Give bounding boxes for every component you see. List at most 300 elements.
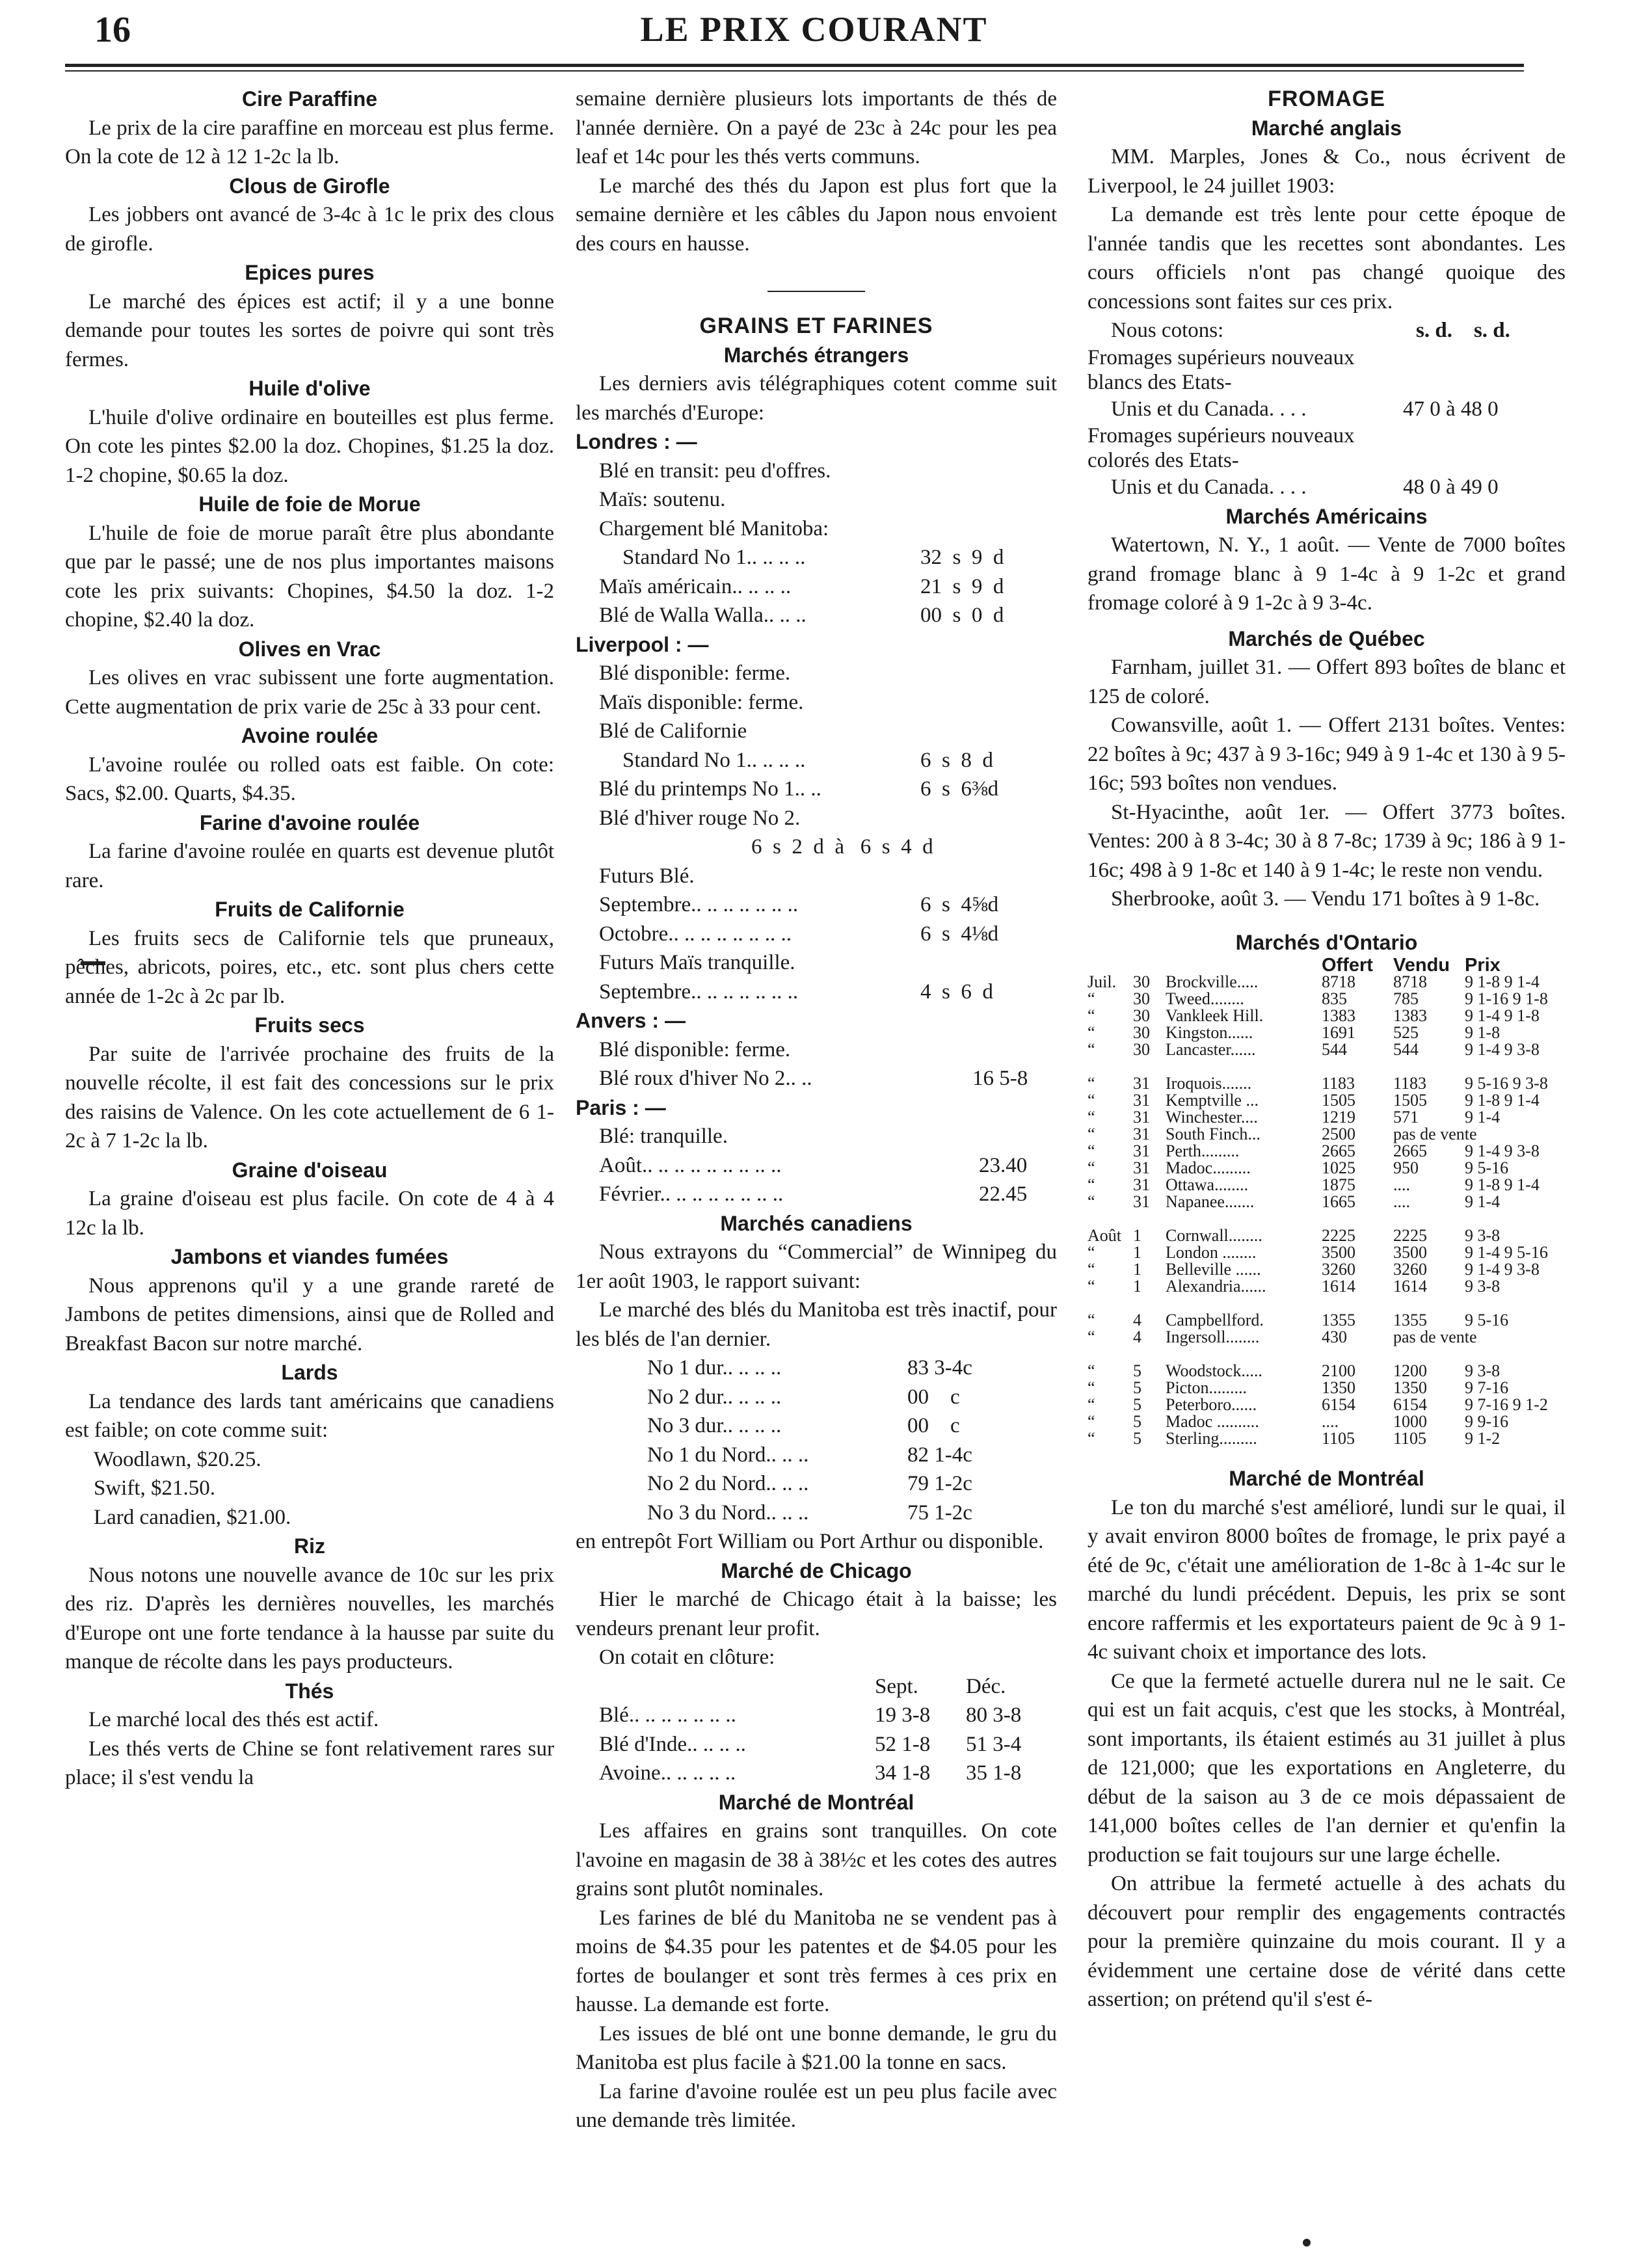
paragraph: Nous extrayons du “Commercial” de Winnipeg du 1er août 1903, le rapport suivant: [576,1240,1057,1293]
table-cell-p: 9 1-8 9 1-4 [1465,972,1540,991]
paragraph: Nous apprenons qu'il y a une grande rareté de Jambons de petites dimensions, ainsi que de Rolled and Breakfast Bacon sur notre marché. [65,1274,554,1355]
table-cell-v: 3260 [1393,1260,1427,1279]
table-cell-d: 1 [1133,1243,1141,1262]
table-spacer [1088,1058,1566,1075]
table-cell-o: 835 [1322,989,1347,1008]
table-cell-o: 430 [1322,1327,1347,1346]
section-heading: Marchés canadiens [720,1211,913,1235]
table-row [1088,1007,1566,1024]
unit-header: s. d. s. d. [1416,319,1510,342]
price-line: Woodlawn, $20.25. [94,1447,261,1471]
table-cell-o: 3260 [1322,1260,1355,1279]
table-cell-v: 2225 [1393,1226,1427,1245]
table-cell-v: 6154 [1393,1395,1427,1414]
table-cell-d: 5 [1133,1361,1141,1380]
quote-line: Futurs Maïs tranquille. [599,951,795,974]
table-cell-m: “ [1088,989,1095,1008]
table-cell-m: “ [1088,1311,1095,1329]
table-cell-d: 4 [1133,1311,1141,1329]
table-spacer [1088,1210,1566,1227]
table-cell-n: Winchester.... [1166,1108,1258,1127]
table-cell-n: Woodstock..... [1166,1361,1262,1380]
section-heading: Marchés de Québec [1228,626,1425,650]
section-heading: Lards [281,1361,338,1384]
table-cell-m: “ [1088,1260,1095,1279]
table-cell-o: 1105 [1322,1429,1355,1448]
quote-row [576,1064,1057,1093]
section-heading: Fruits de Californie [215,898,405,921]
quote-label: No 1 du Nord.. .. .. [647,1443,809,1467]
quote-label: Unis et du Canada. . . . [1111,475,1307,499]
section-heading: Marchés Américains [1225,504,1428,528]
paragraph: Les olives en vrac subissent une forte augmentation. Cette augmentation de prix varie de 25c à 33 pour cent. [65,666,554,719]
quote-row [576,1469,1057,1499]
quote-label: Maïs américain.. .. .. .. [599,574,792,598]
table-cell-m: “ [1088,1125,1095,1143]
table-row [1088,1244,1566,1261]
table-cell-v: 3500 [1393,1243,1427,1262]
quote-value: 6 s 6⅜d [920,777,999,801]
table-cell-n: Madoc .......... [1166,1412,1259,1431]
quote-row [576,890,1057,920]
table-cell-m: “ [1088,1141,1095,1160]
table-cell-v: 950 [1393,1158,1419,1177]
table-cell-m: “ [1088,1378,1095,1397]
paragraph: L'huile de foie de morue paraît être plus abondante que par le passé; une de nos plus importantes maisons cote les prix suivants: Chopines, $4.50 la doz. 1-2 chopine, $2.40 la doz. [65,521,554,632]
table-cell-d: 30 [1133,1023,1150,1042]
table-cell-p: 9 1-16 9 1-8 [1465,989,1548,1008]
quote-row [576,1411,1057,1441]
table-cell-d: 31 [1133,1108,1150,1127]
section-heading: Epices pures [245,261,375,284]
table-cell-v: 1383 [1393,1006,1427,1025]
table-cell-v: 8718 [1393,972,1427,991]
table-row [1088,1261,1566,1278]
table-cell-v: 2665 [1393,1141,1427,1160]
paragraph: Hier le marché de Chicago était à la baisse; les vendeurs prenant leur profit. [576,1588,1057,1640]
table-row [1088,1194,1566,1210]
section-heading: Marchés d'Ontario [1235,930,1418,954]
column-header: Déc. [966,1674,1006,1698]
table-row [1088,1109,1566,1126]
column-3 [1088,85,1566,2014]
column-header: Offert [1322,955,1373,976]
quote-row [1088,395,1566,424]
table-cell-o: 544 [1322,1040,1347,1059]
quote-value: 48 0 à 49 0 [1403,475,1499,499]
table-cell-p: 9 7-16 [1465,1378,1509,1397]
section-heading: Cire Paraffine [241,87,378,111]
price-line: Lard canadien, $21.00. [94,1505,291,1529]
table-cell-d: 5 [1133,1378,1141,1397]
table-cell-n: Campbellford. [1166,1311,1264,1329]
section-heading: Fruits secs [254,1013,365,1037]
table-cell-v: 785 [1393,989,1419,1008]
section-heading: Clous de Girofle [229,174,390,198]
paragraph: Le ton du marché s'est amélioré, lundi sur le quai, il y avait environ 8000 boîtes de fromage, le prix payé a été de 9c, c'était une amélioration de 1-8c à 1-4c sur le marché du lundi précédent. Depuis, les prix se sont encore raffermis et les exportateurs paient de 9c à 9 1-4c suivant choix et importance des lots. [1088,1495,1566,1664]
quote-label: No 3 dur.. .. .. .. [647,1414,782,1437]
table-cell-m: “ [1088,1040,1095,1059]
quote-label: No 2 du Nord.. .. .. [647,1472,809,1495]
quote-row [576,1383,1057,1412]
table-cell-n: Perth......... [1166,1141,1240,1160]
table-cell-n: Brockville..... [1166,972,1259,991]
quote-line: Chargement blé Manitoba: [599,516,829,540]
table-cell-n: Madoc......... [1166,1158,1251,1177]
table-row [1088,1278,1566,1295]
paragraph: MM. Marples, Jones & Co., nous écrivent de Liverpool, le 24 juillet 1903: [1088,145,1566,198]
quote-row [576,746,1057,775]
ontario-table-body [1088,974,1566,1447]
paragraph: La tendance des lards tant américains que canadiens est faible; on cote comme suit: [65,1389,554,1442]
table-cell-n: Vankleek Hill. [1166,1006,1264,1025]
table-cell-p: 9 1-4 9 1-8 [1465,1006,1540,1025]
paragraph: Sherbrooke, août 3. — Vendu 171 boîtes à 9 1-8c. [1111,887,1540,911]
paragraph: St-Hyacinthe, août 1er. — Offert 3773 boîtes. Ventes: 200 à 8 3-4c; 30 à 8 7-8c; 1739 à 9c; 186 à 9 1-16c; 498 à 9 1-8c et 140 à 9 1-4c; le reste non vendu. [1088,800,1566,882]
table-cell-p: 9 1-4 [1465,1108,1501,1127]
section-title: FROMAGE [1268,87,1385,111]
table-cell-p: 9 9-16 [1465,1412,1509,1431]
section-heading: Marché anglais [1251,116,1402,140]
table-cell-v: 1105 [1393,1429,1427,1448]
quote-row [1088,316,1566,345]
paragraph: La demande est très lente pour cette époque de l'année tandis que les recettes sont abondantes. Les cours officiels n'ont pas changé quoique des concessions sont faites sur ces prix. [1088,203,1566,314]
paragraph: semaine dernière plusieurs lots importants de thés de l'année dernière. On a payé de 23c à 24c pour les pea leaf et 14c pour les thés verts communs. [576,87,1057,168]
table-cell-m: “ [1088,1074,1095,1093]
table-row [1088,1413,1566,1430]
paragraph: La farine d'avoine roulée en quarts est devenue plutôt rare. [65,840,554,892]
table-cell-n: Lancaster...... [1166,1040,1256,1059]
cheese-label: Fromages supérieurs nouveaux colorés des Etats- [1088,424,1355,472]
table-cell-v: 1614 [1393,1277,1427,1296]
quote-value: 35 1-8 [966,1761,1022,1785]
quote-row [576,543,1057,572]
table-cell-m: “ [1088,1412,1095,1431]
table-cell-p: 9 3-8 [1465,1277,1501,1296]
table-row [1088,1312,1566,1329]
table-cell-n: Sterling......... [1166,1429,1257,1448]
table-cell-d: 31 [1133,1192,1150,1211]
quote-row [576,978,1057,1007]
section-heading: Huile d'olive [248,377,371,400]
quote-value: 00 s 0 d [920,604,1004,627]
table-cell-p: 9 5-16 [1465,1158,1509,1177]
table-cell-o: 1505 [1322,1091,1355,1110]
paragraph: Nous notons une nouvelle avance de 10c sur les prix des riz. D'après les dernières nouvelles, les marchés d'Europe ont une forte tendance à la hausse par suite du manque de récolte dans les pays producteurs. [65,1563,554,1674]
table-spacer [1088,1346,1566,1363]
quote-label: Standard No 1.. .. .. .. [622,748,806,772]
table-cell-p: 9 1-8 9 1-4 [1465,1091,1540,1110]
column-header: Prix [1465,955,1501,976]
quote-label: Blé d'Inde.. .. .. .. [599,1732,746,1756]
table-cell-v: .... [1393,1175,1410,1194]
quote-value: 32 s 9 d [920,546,1004,569]
paragraph: Ce que la fermeté actuelle durera nul ne le sait. Ce qui est un fait acquis, c'est que les stocks, à Montréal, sont importants, ils étaient estimés au 31 juillet à plus de 121,000; que les exportations en Angleterre, du début de la saison au 3 de ce mois dépassaient de 141,000 boîtes celles de l'an dernier et qu'enfin la production se fait toujours sur une large échelle. [1088,1669,1566,1867]
paragraph: L'avoine roulée ou rolled oats est faible. On cote: Sacs, $2.00. Quarts, $4.35. [65,753,554,805]
table-cell-o: 1219 [1322,1108,1355,1127]
table-cell-m: “ [1088,1023,1095,1042]
quote-row [576,775,1057,804]
table-cell-n: Napanee....... [1166,1192,1255,1211]
table-cell-o: 2225 [1322,1226,1355,1245]
quote-value: 4 s 6 d [920,980,993,1004]
quote-line: Blé en transit: peu d'offres. [599,459,831,483]
table-row [1088,1143,1566,1160]
quote-row [576,1701,1057,1730]
table-cell-m: Juil. [1088,972,1117,991]
quote-row [576,1151,1057,1181]
quote-row [576,1759,1057,1788]
section-heading: Riz [294,1534,325,1558]
table-cell-n: Belleville ...... [1166,1260,1261,1279]
table-row [1088,991,1566,1007]
table-cell-o: 8718 [1322,972,1355,991]
table-row [1088,1363,1566,1380]
section-heading: Jambons et viandes fumées [170,1245,449,1268]
paragraph: Les fruits secs de Californie tels que pruneaux, pêches, abricots, poires, etc., etc. sont plus chers cette année de 1-2c à 2c par lb. [65,926,554,1008]
table-cell-v: pas de vente [1393,1125,1477,1143]
quote-label: Nous cotons: [1111,319,1224,342]
table-cell-d: 31 [1133,1175,1150,1194]
table-cell-m: “ [1088,1361,1095,1380]
paragraph: Le prix de la cire paraffine en morceau est plus ferme. On la cote de 12 à 12 1-2c la lb. [65,116,554,168]
paragraph: L'huile d'olive ordinaire en bouteilles est plus ferme. On cote les pintes $2.00 la doz. Chopines, $1.25 la doz. 1-2 chopine, $0.65 la doz. [65,405,554,487]
table-cell-m: “ [1088,1192,1095,1211]
ontario-markets-table [1088,957,1566,1447]
table-cell-m: “ [1088,1243,1095,1262]
section-heading: Graine d'oiseau [232,1158,388,1182]
table-cell-v: 571 [1393,1108,1419,1127]
paragraph: Les farines de blé du Manitoba ne se vendent pas à moins de $4.35 pour les patentes et de $4.05 pour les fortes de boulanger et sont très fermes à ces prix en hausse. La demande est forte. [576,1906,1057,2016]
paragraph: Le marché local des thés est actif. [88,1708,379,1731]
quote-value: 23.40 [979,1153,1028,1177]
quote-label: Août.. .. .. .. .. .. .. .. .. [599,1153,782,1177]
quote-value: 47 0 à 48 0 [1403,397,1499,421]
table-cell-p: 9 7-16 9 1-2 [1465,1395,1548,1414]
table-cell-o: 1665 [1322,1192,1355,1211]
quote-line: Maïs: soutenu. [599,488,726,511]
quote-row [1088,473,1566,502]
section-title: GRAINS ET FARINES [699,314,933,338]
quote-row [576,1499,1057,1528]
column-2 [576,85,1057,2135]
paragraph: Les derniers avis télégraphiques cotent comme suit les marchés d'Europe: [576,372,1057,425]
quote-line: Blé d'hiver rouge No 2. [599,806,801,830]
table-cell-o: 1350 [1322,1378,1355,1397]
table-cell-p: 9 3-8 [1465,1361,1501,1380]
quote-row [576,601,1057,630]
quote-label: Blé.. .. .. .. .. .. .. [599,1703,736,1727]
table-cell-d: 31 [1133,1091,1150,1110]
header-rule-thin [65,70,1524,72]
section-heading: Marché de Montréal [718,1790,914,1814]
table-cell-v: 1200 [1393,1361,1427,1380]
table-cell-d: 30 [1133,989,1150,1008]
quote-label: No 2 dur.. .. .. .. [647,1385,782,1409]
section-heading: Farine d'avoine roulée [199,810,420,834]
table-cell-d: 1 [1133,1260,1141,1279]
table-cell-m: “ [1088,1429,1095,1448]
table-cell-v: 544 [1393,1040,1419,1059]
table-cell-n: Ingersoll........ [1166,1327,1260,1346]
table-cell-p: 9 1-8 9 1-4 [1465,1175,1540,1194]
paragraph: On attribue la fermeté actuelle à des achats du découvert pour remplir des engagements contractés pour la première quinzaine du mois courant. Il y a évidemment une certaine dose de vérité dans cette assertion; on prétend qu'il s'est é- [1088,1872,1566,2011]
table-cell-v: 1183 [1393,1074,1427,1093]
quote-value: 51 3-4 [966,1732,1022,1756]
table-cell-m: “ [1088,1327,1095,1346]
table-cell-v: 525 [1393,1023,1419,1042]
paragraph: Par suite de l'arrivée prochaine des fruits de la nouvelle récolte, il est fait des concessions sur le prix des raisins de Valence. On les cote actuellement de 6 1-2c à 7 1-2c la lb. [65,1042,554,1153]
quote-value: 6 s 4⅛d [920,922,999,946]
quote-row [576,920,1057,949]
table-cell-o: 1691 [1322,1023,1355,1042]
paragraph: Les issues de blé ont une bonne demande, le gru du Manitoba est plus facile à $21.00 la tonne en sacs. [576,2021,1057,2074]
paragraph: Farnham, juillet 31. — Offert 893 boîtes de blanc et 125 de coloré. [1088,656,1566,708]
table-cell-d: 31 [1133,1125,1150,1143]
table-cell-d: 31 [1133,1158,1150,1177]
quote-label: Unis et du Canada. . . . [1111,397,1307,421]
table-cell-o: 1025 [1322,1158,1355,1177]
quote-label: Septembre.. .. .. .. .. .. .. [599,980,799,1004]
table-cell-v: pas de vente [1393,1327,1477,1346]
table-row [1088,1160,1566,1177]
quote-row [576,1730,1057,1759]
header-rule [65,64,1524,67]
quote-label: Février.. .. .. .. .. .. .. .. [599,1182,784,1206]
quote-line: Blé disponible: ferme. [599,1037,791,1061]
table-cell-p: 9 1-8 [1465,1023,1501,1042]
table-cell-d: 5 [1133,1412,1141,1431]
table-cell-m: “ [1088,1395,1095,1414]
paragraph: Les affaires en grains sont tranquilles. On cote l'avoine en magasin de 38 à 38½c et les cotes des autres grains sont plutôt nominales. [576,1819,1057,1901]
price-line: Swift, $21.50. [94,1476,216,1500]
table-cell-m: Août [1088,1226,1121,1245]
paragraph: en entrepôt Fort William ou Port Arthur ou disponible. [576,1530,1044,1553]
quote-row [576,572,1057,602]
table-cell-p: 9 1-4 9 5-16 [1465,1243,1548,1262]
section-heading: Marché de Chicago [721,1558,912,1582]
market-heading: Liverpool : — [576,632,709,656]
page-number: 16 [94,10,131,50]
table-cell-p: 9 3-8 [1465,1226,1501,1245]
quote-label: Blé roux d'hiver No 2.. .. [599,1067,812,1090]
market-heading: Londres : — [576,430,697,453]
section-heading: Huile de foie de Morue [198,492,421,516]
table-cell-o: 2500 [1322,1125,1355,1143]
quote-value: 00 c [907,1385,960,1409]
table-cell-d: 1 [1133,1226,1141,1245]
quote-value: 19 3-8 [875,1703,931,1727]
quote-value: 79 1-2c [907,1472,972,1495]
table-cell-o: 1383 [1322,1006,1355,1025]
table-cell-d: 5 [1133,1395,1141,1414]
quote-row [576,1180,1057,1209]
table-cell-d: 31 [1133,1074,1150,1093]
table-cell-o: .... [1322,1412,1339,1431]
table-cell-m: “ [1088,1158,1095,1177]
paragraph: La farine d'avoine roulée est un peu plus facile avec une demande très limitée. [576,2079,1057,2132]
quote-line: Blé de Californie [599,719,747,743]
quote-value: 82 1-4c [907,1443,972,1467]
quote-value: 6 s 4⅝d [920,893,999,916]
market-heading: Paris : — [576,1095,666,1119]
quote-value: 22.45 [979,1182,1028,1206]
quote-value: 75 1-2c [907,1501,972,1525]
table-row [1088,974,1566,991]
quote-label: Blé de Walla Walla.. .. .. [599,604,807,627]
table-cell-o: 2100 [1322,1361,1355,1380]
cheese-label: Fromages supérieurs nouveaux blancs des Etats- [1088,345,1355,394]
table-cell-v: 1000 [1393,1412,1427,1431]
table-cell-d: 4 [1133,1327,1141,1346]
quote-value: 21 s 9 d [920,574,1004,598]
table-cell-p: 9 1-4 9 3-8 [1465,1141,1540,1160]
paragraph: Les jobbers ont avancé de 3-4c à 1c le prix des clous de girofle. [65,203,554,256]
table-cell-n: Kemptville ... [1166,1091,1259,1110]
table-cell-m: “ [1088,1091,1095,1110]
quote-line: Blé disponible: ferme. [599,661,791,685]
quote-row [576,1441,1057,1470]
paragraph: Le marché des épices est actif; il y a une bonne demande pour toutes les sortes de poivre qui sont très fermes. [65,289,554,371]
table-row [1088,1329,1566,1346]
table-cell-v: 1350 [1393,1378,1427,1397]
quote-label: Septembre.. .. .. .. .. .. .. [599,893,799,916]
quote-row [576,1354,1057,1383]
quote-line: Futurs Blé. [599,864,695,888]
table-cell-m: “ [1088,1175,1095,1194]
quote-value: 83 3-4c [907,1356,972,1380]
section-heading: Avoine roulée [241,724,379,747]
table-cell-m: “ [1088,1006,1095,1025]
table-cell-o: 1355 [1322,1311,1355,1329]
quote-value: 52 1-8 [875,1732,931,1756]
table-cell-n: Picton......... [1166,1378,1247,1397]
table-spacer [1088,1295,1566,1312]
table-cell-p: 9 1-2 [1465,1429,1501,1448]
paragraph: Cowansville, août 1. — Offert 2131 boîtes. Ventes: 22 boîtes à 9c; 437 à 9 3-16c; 949 à 9 1-4c et 130 à 9 5-16c; 593 boîtes non vendues. [1088,714,1566,795]
paragraph: Le marché des blés du Manitoba est très inactif, pour les blés de l'an dernier. [576,1298,1057,1351]
column-1 [65,85,554,1793]
table-cell-n: Alexandria...... [1166,1277,1266,1296]
quote-label: Avoine.. .. .. .. .. [599,1761,736,1785]
table-cell-d: 30 [1133,1040,1150,1059]
table-row [1088,1177,1566,1194]
table-cell-o: 1183 [1322,1074,1355,1093]
table-cell-o: 1614 [1322,1277,1355,1296]
quote-value: 16 5-8 [972,1067,1028,1090]
quote-table-header [576,1672,1057,1701]
section-heading: Thés [285,1679,334,1703]
paragraph: Le marché des thés du Japon est plus fort que la semaine dernière et les câbles du Japon nous envoient des cours en hausse. [576,174,1057,256]
table-cell-v: 1355 [1393,1311,1427,1329]
quote-value: 34 1-8 [875,1761,931,1785]
table-cell-m: “ [1088,1277,1095,1296]
table-cell-o: 6154 [1322,1395,1355,1414]
table-cell-d: 5 [1133,1429,1141,1448]
table-cell-v: 1505 [1393,1091,1427,1110]
paragraph: Les thés verts de Chine se font relativement rares sur place; il s'est vendu la [65,1737,554,1789]
table-cell-d: 30 [1133,1006,1150,1025]
table-cell-n: Iroquois....... [1166,1074,1252,1093]
table-row [1088,1075,1566,1092]
quote-label: Blé du printemps No 1.. .. [599,777,821,801]
table-cell-n: Cornwall........ [1166,1226,1262,1245]
section-heading: Olives en Vrac [238,637,381,661]
table-cell-n: Ottawa........ [1166,1175,1249,1194]
paragraph: Watertown, N. Y., 1 août. — Vente de 7000 boîtes grand fromage blanc à 9 1-4c à 9 1-2c et grand fromage coloré à 9 1-2c à 9 3-4c. [1088,533,1566,615]
column-header: Sept. [875,1674,918,1698]
table-row [1088,1380,1566,1396]
